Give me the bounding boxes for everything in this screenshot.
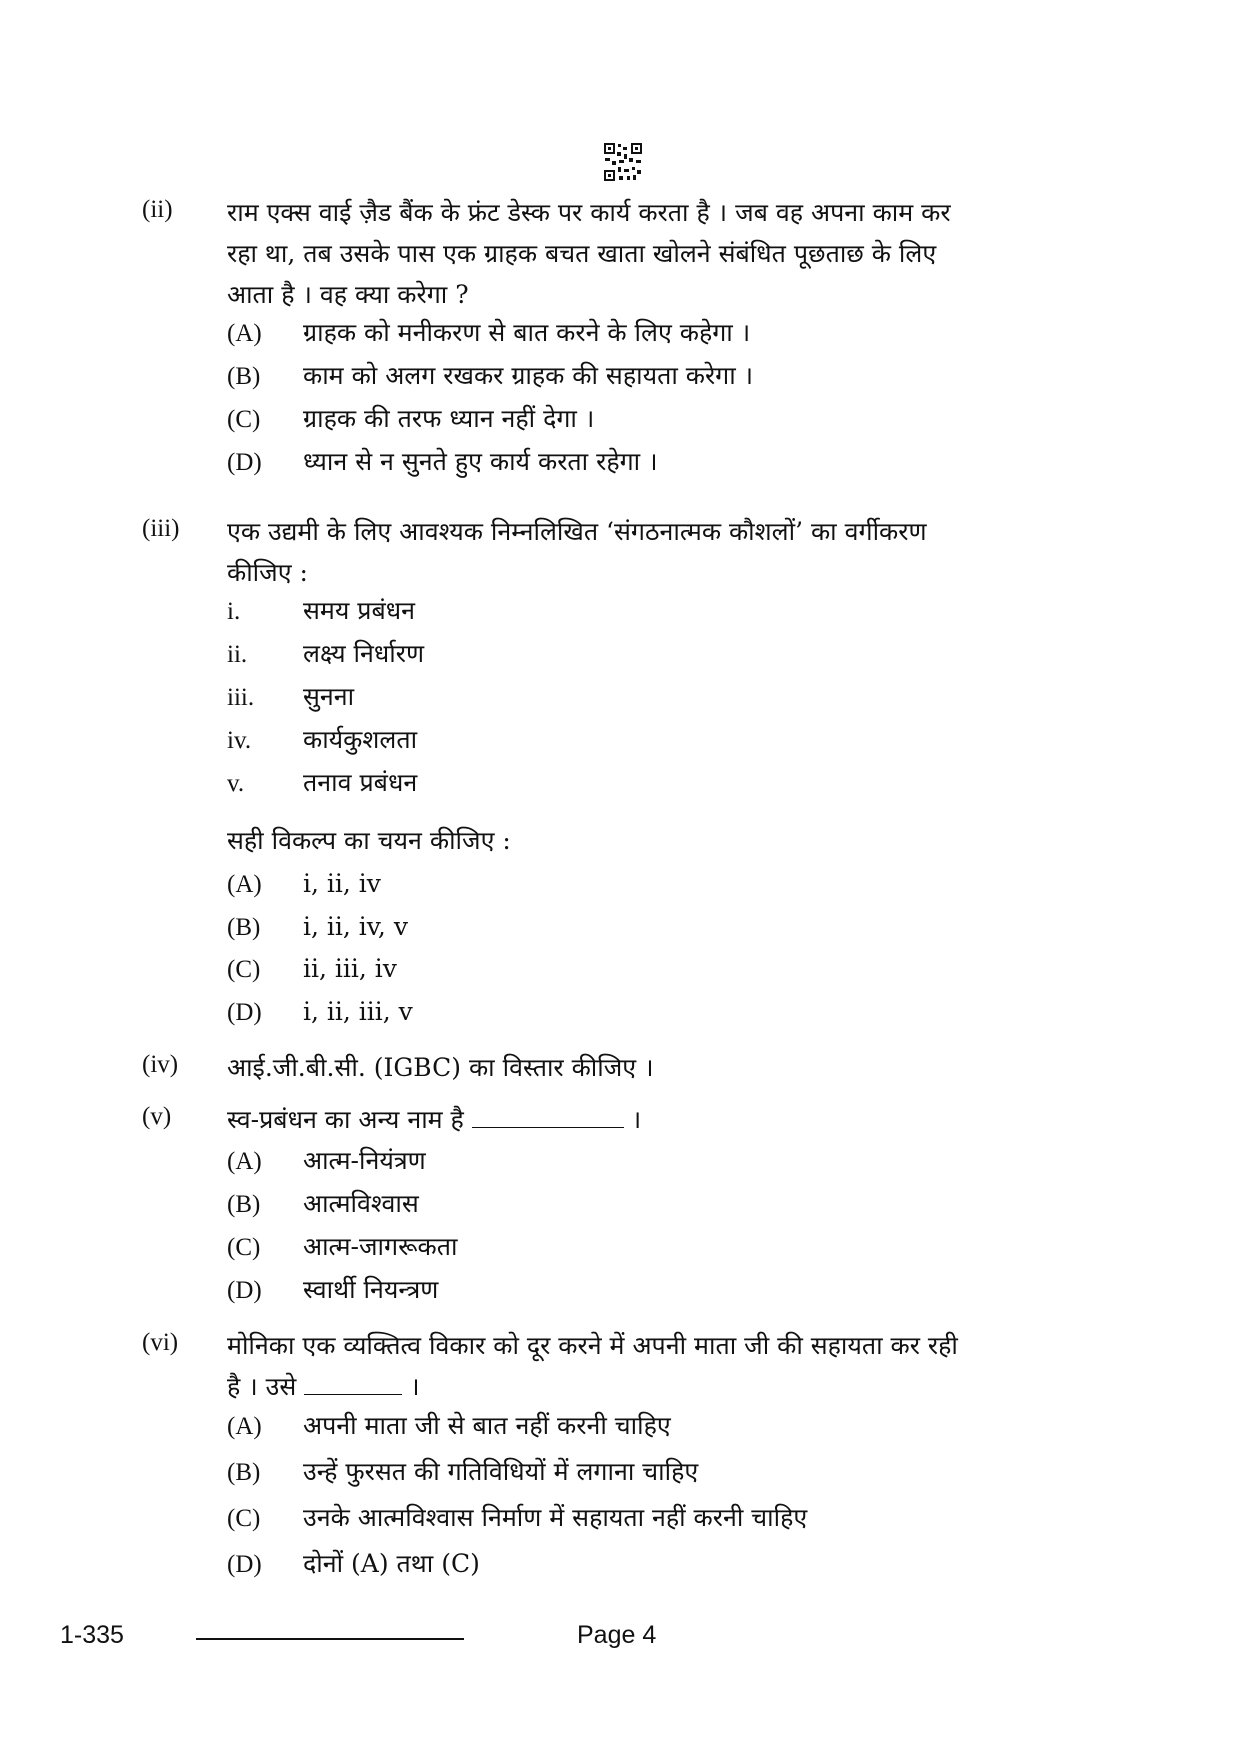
instruction-text: सही विकल्प का चयन कीजिए : xyxy=(227,826,511,855)
option-b[interactable]: (B) काम को अलग रखकर ग्राहक की सहायता करेगा । xyxy=(227,361,754,390)
answer-blank xyxy=(304,1393,402,1395)
option-c[interactable]: (C) आत्म-जागरूकता xyxy=(227,1232,458,1261)
question-line: मोनिका एक व्यक्तित्व विकार को दूर करने में अपनी माता जी की सहायता कर रही xyxy=(227,1331,958,1360)
question-line: कीजिए : xyxy=(227,558,308,587)
question-text: आई.जी.बी.सी. (IGBC) का विस्तार कीजिए । xyxy=(227,1053,654,1082)
option-d[interactable]: (D) स्वार्थी नियन्त्रण xyxy=(227,1275,439,1304)
question-text xyxy=(227,1325,1117,1407)
question-text: स्व-प्रबंधन का अन्य नाम है । xyxy=(227,1105,642,1134)
question-number: (iii) xyxy=(142,515,180,542)
option-a[interactable]: (A) आत्म-नियंत्रण xyxy=(227,1146,426,1175)
question-line: राम एक्स वाई ज़ैड बैंक के फ्रंट डेस्क पर कार्य करता है । जब वह अपना काम कर xyxy=(227,198,951,227)
question-number: (vi) xyxy=(142,1329,179,1356)
option-c[interactable]: (C) ii, iii, iv xyxy=(227,954,397,983)
option-b[interactable]: (B) आत्मविश्वास xyxy=(227,1189,419,1218)
list-item: iii. सुनना xyxy=(227,682,355,711)
option-d[interactable]: (D) दोनों (A) तथा (C) xyxy=(227,1549,480,1578)
question-number: (iv) xyxy=(142,1051,179,1078)
list-item: i. समय प्रबंधन xyxy=(227,596,416,625)
option-d[interactable]: (D) ध्यान से न सुनते हुए कार्य करता रहेगा । xyxy=(227,447,658,476)
question-line: रहा था, तब उसके पास एक ग्राहक बचत खाता खोलने संबंधित पूछताछ के लिए xyxy=(227,239,937,268)
paper-code: 1-335 xyxy=(60,1621,124,1649)
list-item: iv. कार्यकुशलता xyxy=(227,725,418,754)
answer-blank xyxy=(472,1126,624,1128)
option-b[interactable]: (B) उन्हें फुरसत की गतिविधियों में लगाना चाहिए xyxy=(227,1457,699,1486)
option-a[interactable]: (A) i, ii, iv xyxy=(227,869,381,898)
option-c[interactable]: (C) ग्राहक की तरफ ध्यान नहीं देगा । xyxy=(227,404,595,433)
option-c[interactable]: (C) उनके आत्मविश्वास निर्माण में सहायता नहीं करनी चाहिए xyxy=(227,1503,808,1532)
option-b[interactable]: (B) i, ii, iv, v xyxy=(227,912,408,941)
footer-divider xyxy=(196,1638,464,1640)
question-line: एक उद्यमी के लिए आवश्यक निम्नलिखित ‘संगठनात्मक कौशलों’ का वर्गीकरण xyxy=(227,517,927,546)
question-number: (ii) xyxy=(142,196,173,223)
option-a[interactable]: (A) ग्राहक को मनीकरण से बात करने के लिए कहेगा । xyxy=(227,318,751,347)
question-line: आता है । वह क्या करेगा ? xyxy=(227,280,469,309)
qr-code xyxy=(603,142,643,182)
list-item: ii. लक्ष्य निर्धारण xyxy=(227,639,425,668)
page-number: Page 4 xyxy=(577,1621,657,1649)
list-item: v. तनाव प्रबंधन xyxy=(227,768,418,797)
question-number: (v) xyxy=(142,1103,172,1130)
question-line: है । उसे । xyxy=(227,1372,420,1401)
option-d[interactable]: (D) i, ii, iii, v xyxy=(227,997,413,1026)
question-text xyxy=(227,192,1117,315)
question-text xyxy=(227,511,1117,593)
option-a[interactable]: (A) अपनी माता जी से बात नहीं करनी चाहिए xyxy=(227,1411,671,1440)
